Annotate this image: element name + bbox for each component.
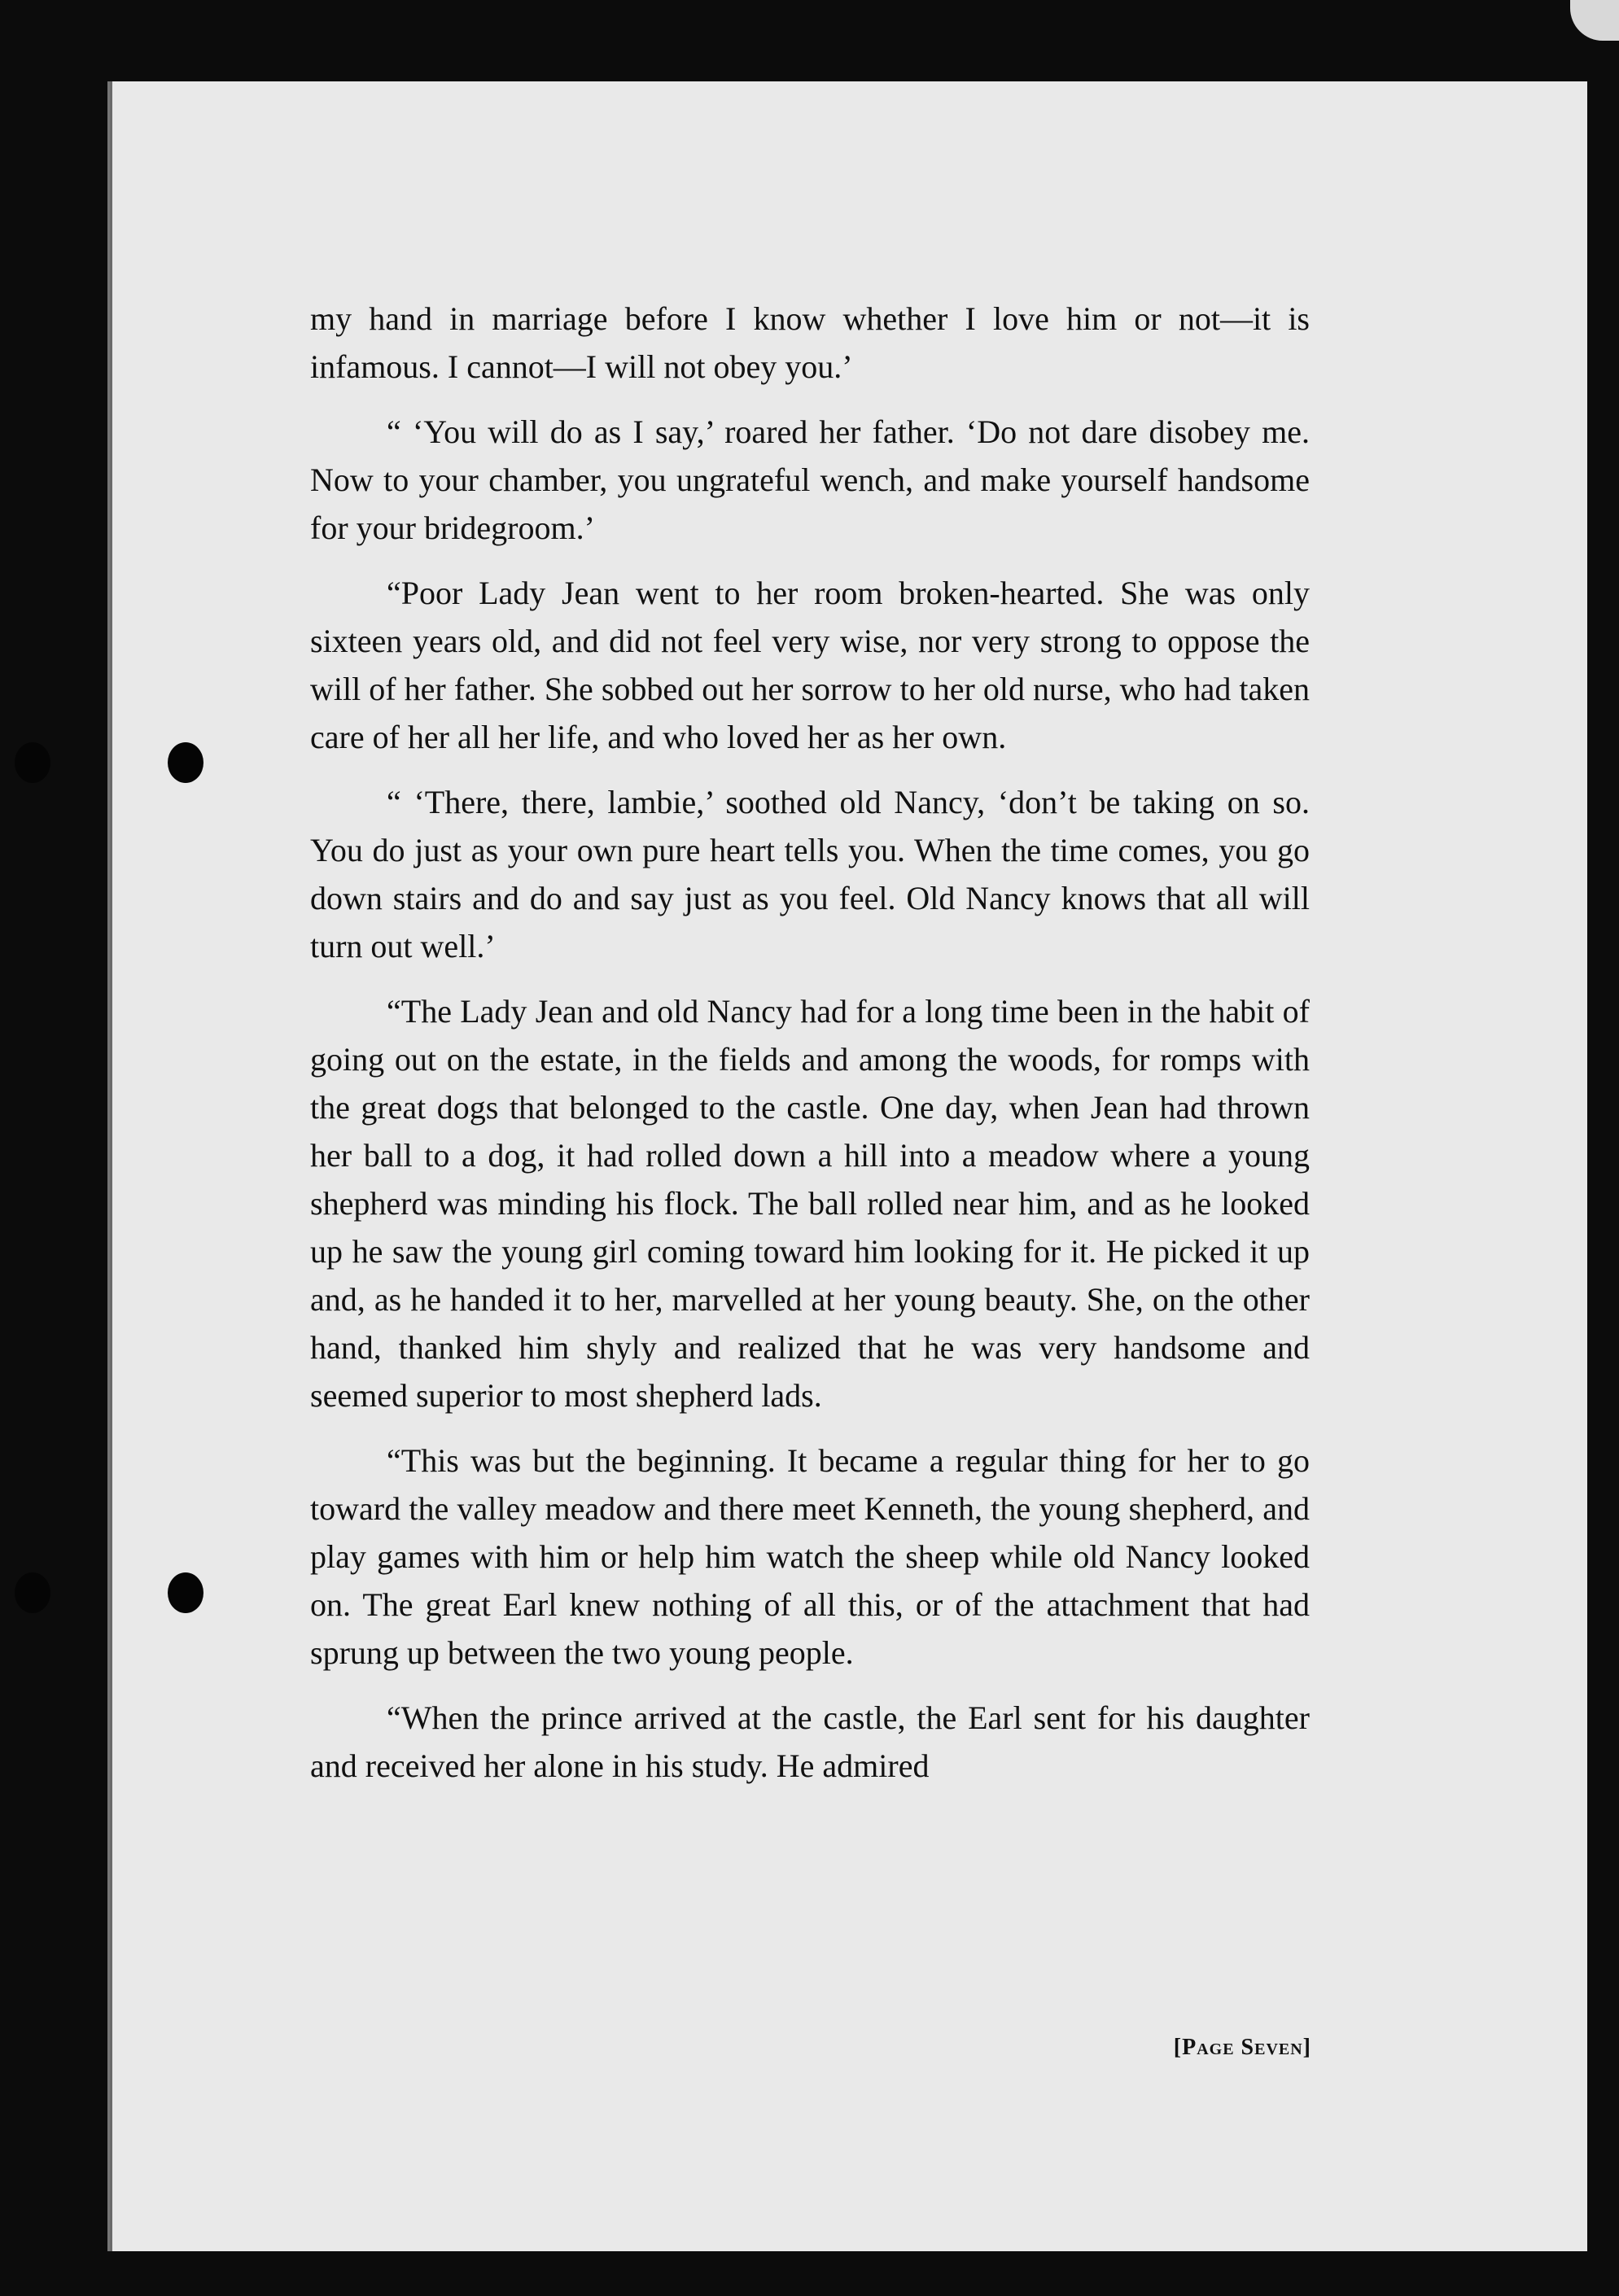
page-text xyxy=(310,295,1310,1807)
scan-corner-mark xyxy=(1570,0,1619,41)
punch-hole-outer-top xyxy=(15,742,50,783)
book-page xyxy=(107,81,1587,2251)
punch-hole-outer-bottom xyxy=(15,1572,50,1613)
paragraph-7: “When the prince arrived at the castle, the Earl sent for his daughter and received her alone in his study. He admired xyxy=(310,1699,1310,1784)
paragraph-5: “The Lady Jean and old Nancy had for a long time been in the habit of going out on the estate, in the fields and among the woods, for romps with the great dogs that belonged to the castle. One day, when Jean had thrown her ball to a dog, it had rolled down a hill into a meadow where a young shepherd was minding his flock. The ball rolled near him, and as he looked up he saw the young girl coming toward him looking for it. He picked it up and, as he handed it to her, marvelled at her young beauty. She, on the other hand, thanked him shyly and realized that he was very handsome and seemed superior to most shepherd lads. xyxy=(310,993,1310,1414)
punch-hole-inner-top xyxy=(168,742,203,783)
paragraph-4: “ ‘There, there, lambie,’ soothed old Nancy, ‘don’t be taking on so. You do just as your own pure heart tells you. When the time comes, you go down stairs and do and say just as you feel. Old Nancy knows that all will turn out well.’ xyxy=(310,784,1310,964)
punch-hole-inner-bottom xyxy=(168,1572,203,1613)
paragraph-6: “This was but the beginning. It became a regular thing for her to go toward the valley meadow and there meet Kenneth, the young shepherd, and play games with him or help him watch the sheep while old Nancy looked on. The great Earl knew nothing of all this, or of the attachment that had sprung up between the two young people. xyxy=(310,1442,1310,1671)
paragraph-2: “ ‘You will do as I say,’ roared her father. ‘Do not dare disobey me. Now to your chamber, you ungrateful wench, and make yourself handsome for your bridegroom.’ xyxy=(310,413,1310,546)
paragraph-1: my hand in marriage before I know whether I love him or not—it is infamous. I cannot—I will not obey you.’ xyxy=(310,300,1310,385)
page-number: [Page Seven] xyxy=(1173,2035,1311,2060)
page-spine-edge xyxy=(110,81,112,2251)
paragraph-3: “Poor Lady Jean went to her room broken-hearted. She was only sixteen years old, and did not feel very wise, nor very strong to oppose the will of her father. She sobbed out her sorrow to her old nurse, who had taken care of her all her life, and who loved her as her own. xyxy=(310,575,1310,755)
